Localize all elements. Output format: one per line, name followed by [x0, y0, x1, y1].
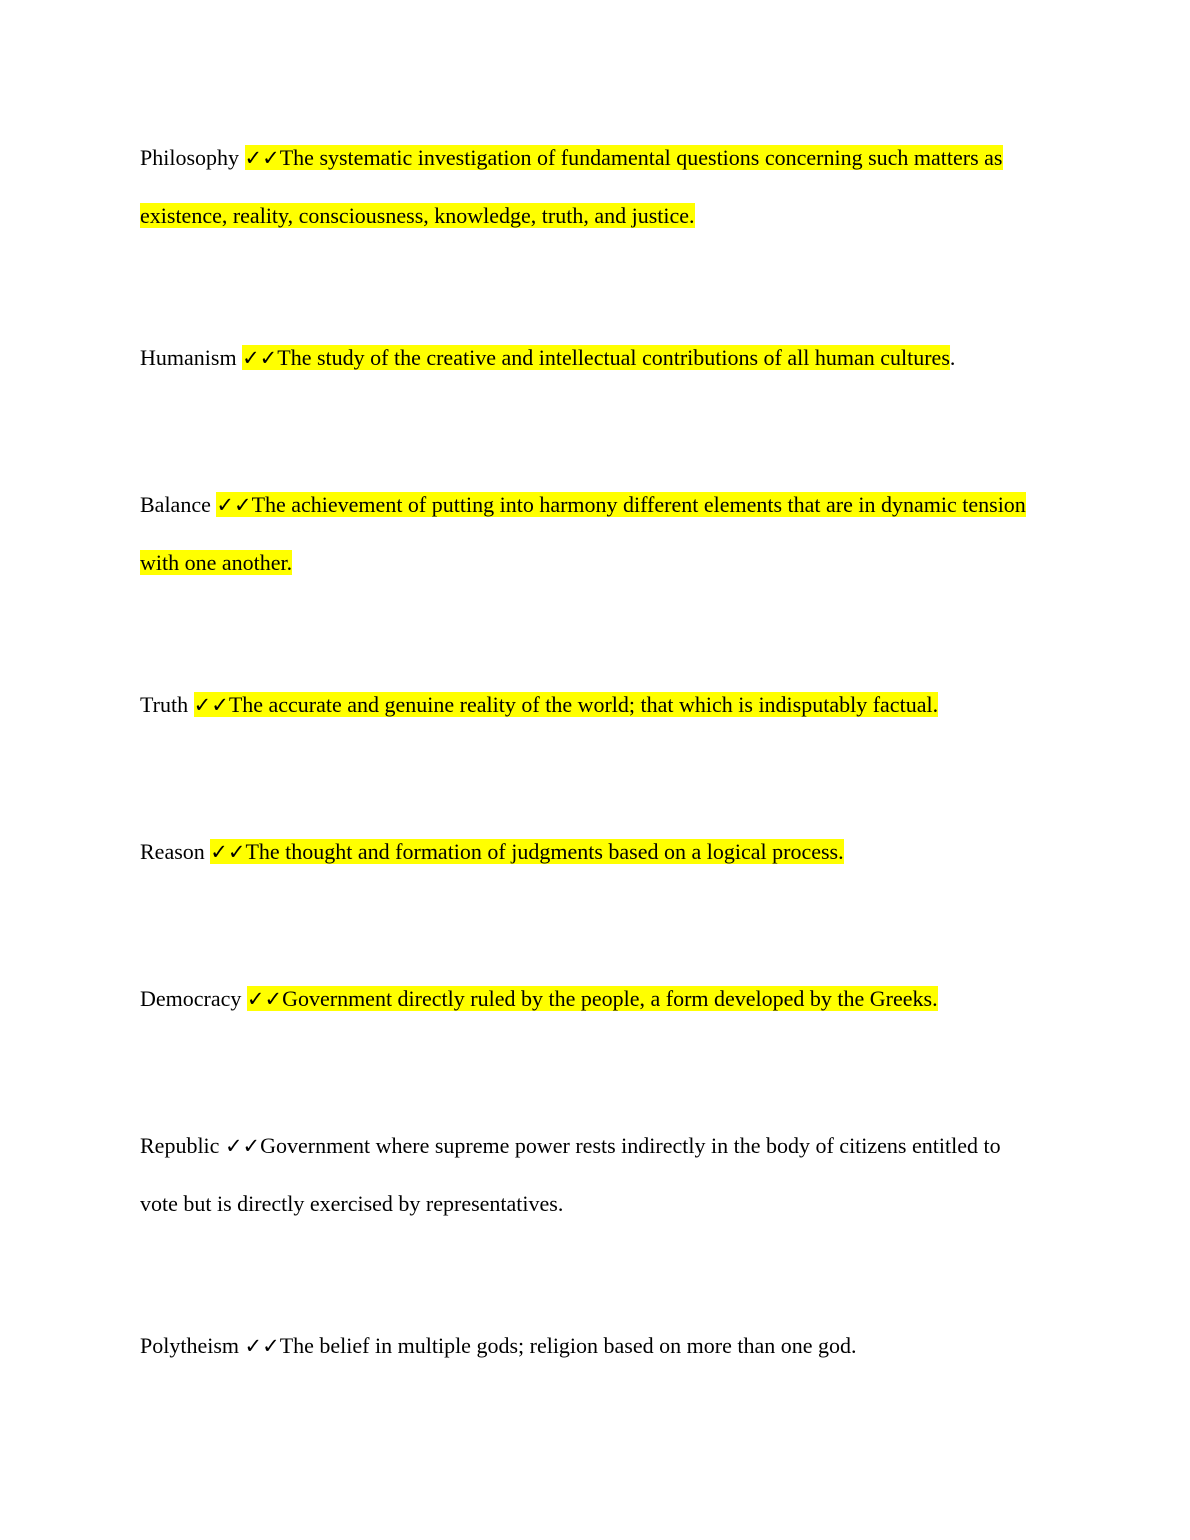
definition-text: Government where supreme power rests indirectly in the body of citizens entitled to vote but is directly exercised by representatives. [140, 1133, 1001, 1216]
double-check-icon: ✓✓ [210, 840, 246, 864]
definition-highlight [140, 492, 1026, 575]
term-label: Democracy [140, 986, 242, 1011]
definition-text: Government directly ruled by the people, a form developed by the Greeks. [282, 986, 938, 1011]
definition-highlight [140, 145, 1003, 228]
definition-highlight [210, 839, 843, 864]
definition-entry-balance [140, 476, 1040, 592]
definition-entry-humanism [140, 329, 1040, 387]
definition-entry-reason [140, 823, 1040, 881]
double-check-icon: ✓✓ [216, 493, 252, 517]
definition-text: The study of the creative and intellectual contributions of all human cultures [277, 345, 950, 370]
term-label: Humanism [140, 345, 237, 370]
definition-text: The thought and formation of judgments based on a logical process. [245, 839, 844, 864]
term-label: Balance [140, 492, 211, 517]
double-check-icon: ✓✓ [244, 1334, 280, 1358]
definition-highlight [194, 692, 938, 717]
definition-entry-truth [140, 676, 1040, 734]
definition-entry-republic [140, 1117, 1040, 1233]
definition-entry-democracy [140, 970, 1040, 1028]
definition-text: The achievement of putting into harmony different elements that are in dynamic tension with one another. [140, 492, 1026, 575]
double-check-icon: ✓✓ [193, 693, 229, 717]
definition-text: The accurate and genuine reality of the world; that which is indisputably factual. [228, 692, 939, 717]
definition-body [245, 1333, 857, 1358]
definition-highlight [242, 345, 950, 370]
term-label: Truth [140, 692, 189, 717]
term-label: Reason [140, 839, 205, 864]
definition-text: The systematic investigation of fundamental questions concerning such matters as existence, reality, consciousness, knowledge, truth, and justice. [140, 145, 1003, 228]
trailing-punctuation: . [949, 345, 956, 370]
double-check-icon: ✓✓ [244, 146, 280, 170]
definition-entry-polytheism [140, 1317, 1040, 1375]
double-check-icon: ✓✓ [242, 346, 278, 370]
term-label: Republic [140, 1133, 220, 1158]
double-check-icon: ✓✓ [224, 1134, 261, 1158]
double-check-icon: ✓✓ [246, 987, 283, 1011]
term-label: Philosophy [140, 145, 240, 170]
definition-body [140, 1133, 1001, 1216]
term-label: Polytheism [140, 1333, 240, 1358]
definition-text: The belief in multiple gods; religion based on more than one god. [279, 1333, 857, 1358]
definition-highlight [247, 986, 938, 1011]
definition-entry-philosophy [140, 129, 1040, 245]
